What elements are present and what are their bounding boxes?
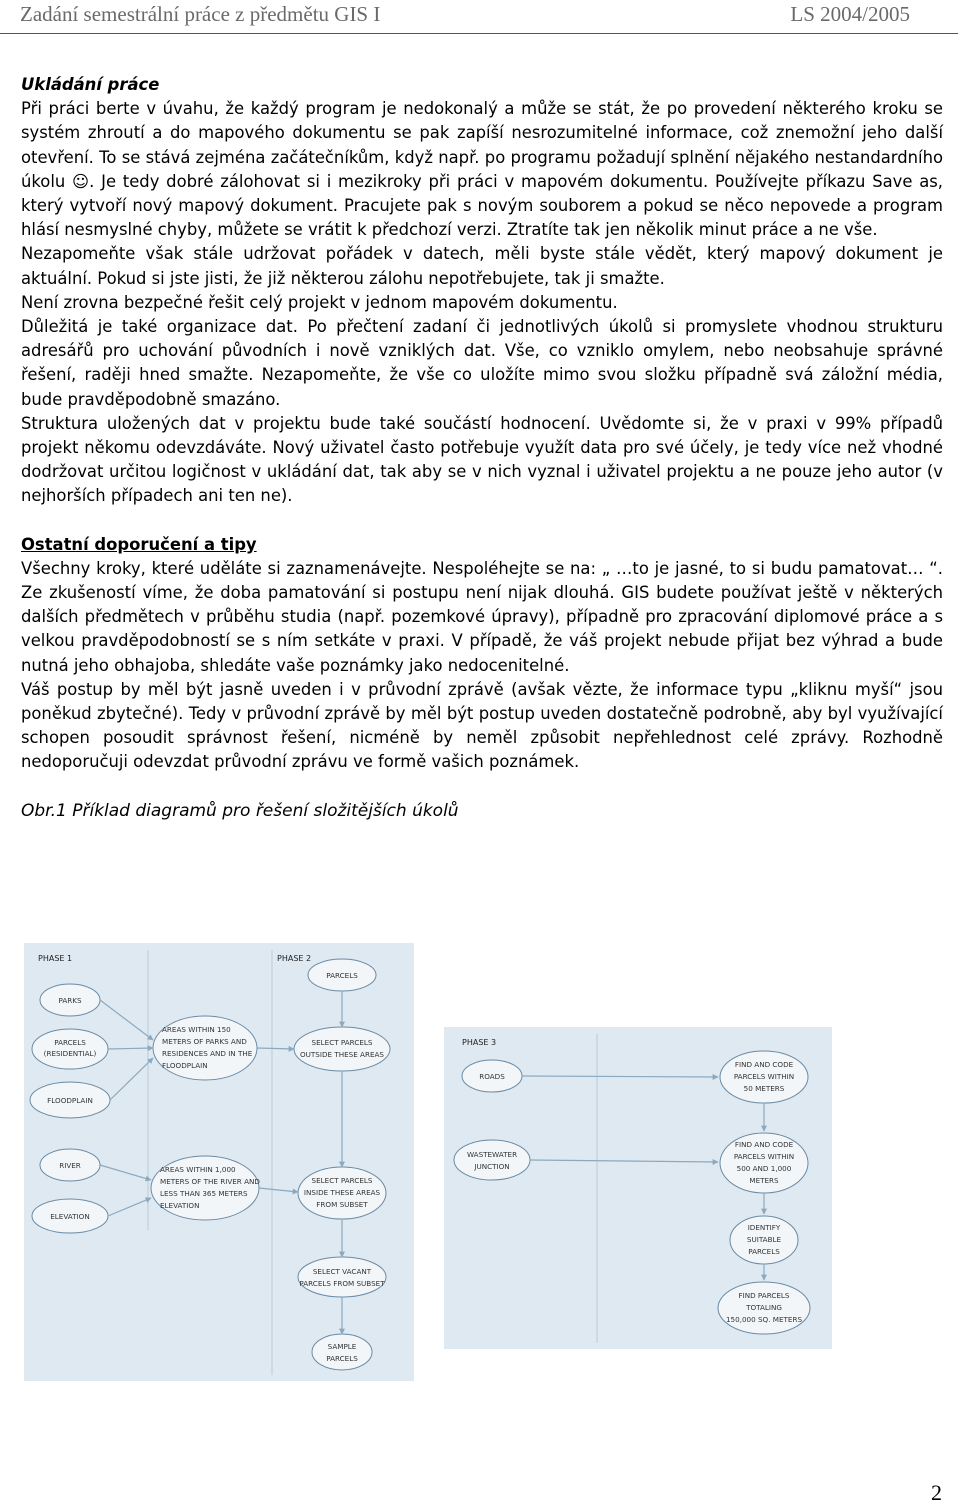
node-roads: ROADS xyxy=(479,1072,505,1081)
node-waste-l2: JUNCTION xyxy=(474,1162,510,1171)
node-river: RIVER xyxy=(59,1161,81,1170)
section-heading-tips: Ostatní doporučení a tipy xyxy=(21,534,257,554)
header-term: LS 2004/2005 xyxy=(790,2,910,26)
paragraph: Struktura uložených dat v projektu bude také součástí hodnocení. Uvědomte si, že v praxi v 99% případů projekt někomu odevzdáváte. Nový uživatel často potřebuje využít data pro své účely, je tedy více než vhodné dodržovat určitou logičnost v ukládání dat, tak aby se v nich vyznal i uživatel projektu a ne pouze jeho autor (v nejhorších případech ani ten ne). xyxy=(21,413,943,506)
node-sel2-l2: INSIDE THESE AREAS xyxy=(303,1188,381,1197)
page-number: 2 xyxy=(931,1480,942,1505)
node-find2-l1: FIND AND CODE xyxy=(734,1140,794,1149)
node-find2-l4: METERS xyxy=(749,1176,779,1185)
node-areas1-l4: FLOODPLAIN xyxy=(162,1061,208,1070)
diagram-phase-3 xyxy=(444,1027,832,1349)
node-sel2-l3: FROM SUBSET xyxy=(316,1200,368,1209)
phase2-label: PHASE 2 xyxy=(277,954,312,963)
section-heading-saving: Ukládání práce xyxy=(21,75,160,94)
header-title: Zadání semestrální práce z předmětu GIS I xyxy=(20,2,381,26)
node-sel1-l2: OUTSIDE THESE AREAS xyxy=(299,1050,385,1059)
node-parcels: PARCELS xyxy=(326,971,358,980)
node-sample-l2: PARCELS xyxy=(326,1354,358,1363)
paragraph: Všechny kroky, které uděláte si zaznamenávejte. Nespoléhejte se na: „ …to je jasné, to si budu pamatovat… “. Ze zkušeností víme, že doba pamatování si postupu není nijak dlouhá. GIS budete používat ještě v některých dalších předmětech v průběhu studia (např. pozemkové úpravy), případně pro zpracování diplomové práce a s velkou pravděpodobností se s ním setkáte v praxi. V případě, že váš projekt nebude přijat bez výhrad a bude nutná jeho obhajoba, shledáte vaše poznámky jako nedocenitelné. xyxy=(21,558,943,675)
node-tot-l3: 150,000 SQ. METERS xyxy=(725,1315,803,1324)
node-areas2-l3: LESS THAN 365 METERS xyxy=(160,1189,248,1198)
phase3-label: PHASE 3 xyxy=(462,1038,497,1047)
node-find1-l1: FIND AND CODE xyxy=(734,1060,794,1069)
node-parks: PARKS xyxy=(58,996,82,1005)
node-vac-l2: PARCELS FROM SUBSET xyxy=(299,1279,385,1288)
node-find2-l2: PARCELS WITHIN xyxy=(733,1152,795,1161)
node-tot-l1: FIND PARCELS xyxy=(738,1291,790,1300)
node-elevation: ELEVATION xyxy=(50,1212,90,1221)
node-parcels-res-1: PARCELS xyxy=(54,1038,86,1047)
paragraph: Váš postup by měl být jasně uveden i v průvodní zprávě (avšak vězte, že informace typu „kliknu myší“ jsou poněkud zbytečné). Tedy v průvodní zprávě by měl být postup uveden dostatečně podrobně, aby byl využívající schopen posoudit správnost řešení, nicméně by neměl způsobit nepřehlednost celé zprávy. Rozhodně nedoporučuji odevzdat průvodní zprávu ve formě vašich poznámek. xyxy=(21,679,943,772)
node-ident-l3: PARCELS xyxy=(748,1247,780,1256)
node-areas1-l3: RESIDENCES AND IN THE xyxy=(162,1049,253,1058)
node-areas2-l1: AREAS WITHIN 1,000 xyxy=(160,1165,236,1174)
node-ident-l1: IDENTIFY xyxy=(747,1223,781,1232)
node-areas1-l2: METERS OF PARKS AND xyxy=(162,1037,247,1046)
node-sel2-l1: SELECT PARCELS xyxy=(311,1176,373,1185)
node-find2-l3: 500 AND 1,000 xyxy=(736,1164,792,1173)
node-sample-l1: SAMPLE xyxy=(327,1342,357,1351)
node-areas1-l1: AREAS WITHIN 150 xyxy=(162,1025,231,1034)
node-areas2-l4: ELEVATION xyxy=(160,1201,200,1210)
node-vac-l1: SELECT VACANT xyxy=(312,1267,372,1276)
node-find1-l2: PARCELS WITHIN xyxy=(733,1072,795,1081)
paragraph: Nezapomeňte však stále udržovat pořádek v datech, měli byste stále vědět, který mapový dokument je aktuální. Pokud si jste jisti, že již některou zálohu nepotřebujete, tak ji smažte. xyxy=(21,244,943,288)
paragraph: Důležitá je také organizace dat. Po přečtení zadaní či jednotlivých úkolů si promyslete vhodnou strukturu adresářů pro uchování původních i nově vzniklých dat. Vše, co vzniklo omylem, nebo neobsahuje správné řešení, raději hned smažte. Nezapomeňte, že vše co uložíte mimo svou složku případně svá záložní média, bude pravděpodobně smazáno. xyxy=(21,317,943,409)
node-areas2-l2: METERS OF THE RIVER AND xyxy=(160,1177,260,1186)
paragraph: Není zrovna bezpečné řešit celý projekt v jednom mapovém dokumentu. xyxy=(21,292,618,312)
node-tot-l2: TOTALING xyxy=(746,1303,782,1312)
paragraph: Při práci berte v úvahu, že každý program je nedokonalý a může se stát, že po provedení některého kroku se systém zhroutí a do mapového dokumentu se pak zapíší nesrozumitelné informace, což znemožní jeho další otevření. To se stává zejména začátečníkům, když např. po programu požadují splnění nějakého nestandardního úkolu ☺. Je tedy dobré zálohovat si i mezikroky při práci v mapovém dokumentu. Používejte příkazu Save as, který vytvoří nový mapový dokument. Pracujete pak s novým souborem a pokud se něco nepovede a program hlásí nesmyslné chyby, můžete se vrátit k předchozí verzi. Ztratíte tak jen několik minut práce a ne vše. xyxy=(21,99,943,240)
node-floodplain: FLOODPLAIN xyxy=(47,1096,93,1105)
node-sel1-l1: SELECT PARCELS xyxy=(311,1038,373,1047)
phase1-label: PHASE 1 xyxy=(38,954,73,963)
figure-caption: Obr.1 Příklad diagramů pro řešení složitějších úkolů xyxy=(21,800,459,821)
node-waste-l1: WASTEWATER xyxy=(466,1150,518,1159)
node-ident-l2: SUITABLE xyxy=(746,1235,782,1244)
node-parcels-res-2: (RESIDENTIAL) xyxy=(43,1049,97,1058)
diagram-phase-1-2 xyxy=(24,943,414,1381)
node-find1-l3: 50 METERS xyxy=(743,1084,785,1093)
